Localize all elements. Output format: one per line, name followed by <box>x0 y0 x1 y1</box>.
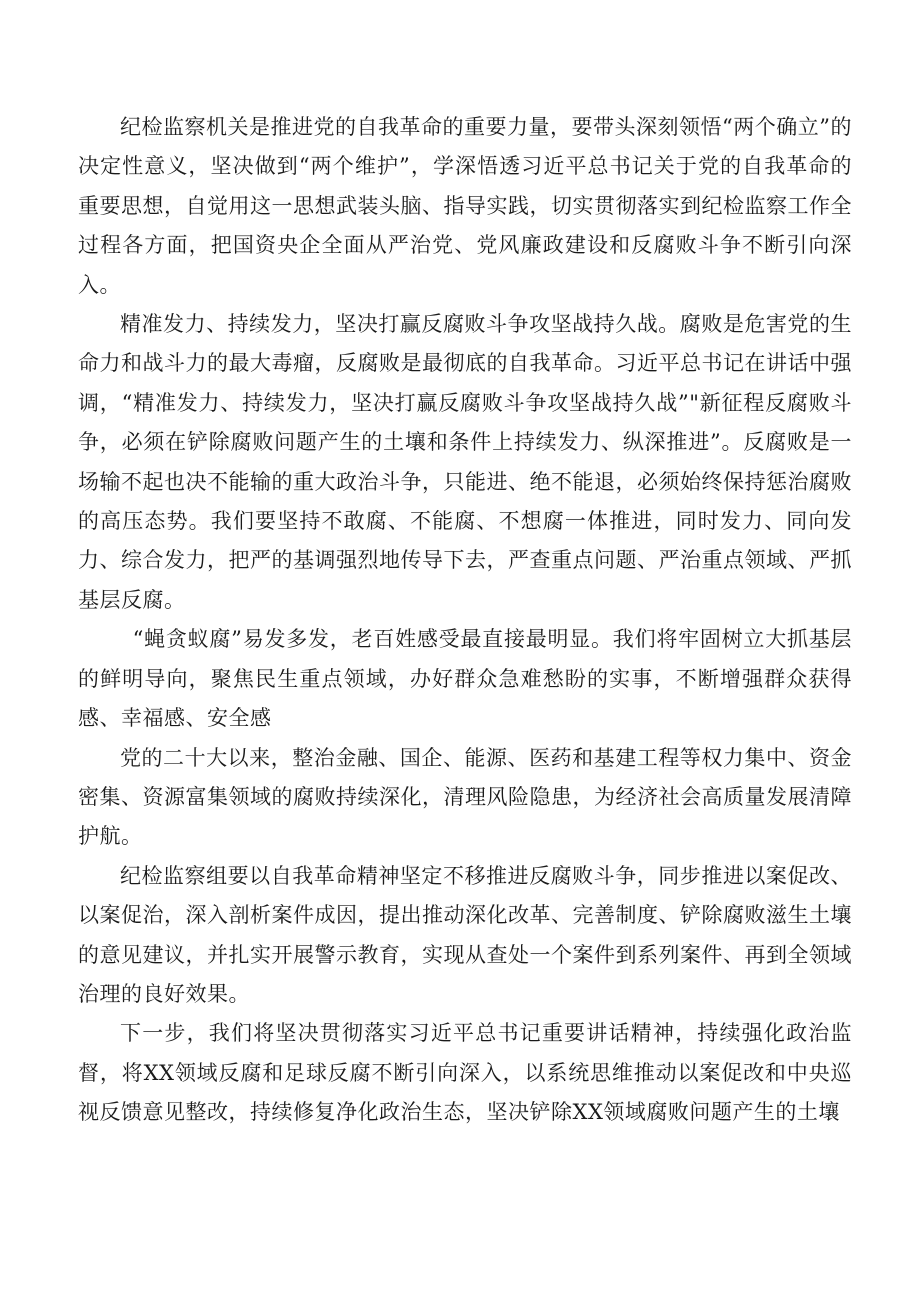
paragraph: 纪检监察组要以自我革命精神坚定不移推进反腐败斗争，同步推进以案促改、以案促治，深入剖析案件成因，提出推动深化改革、完善制度、铲除腐败滋生土壤的意见建议，并扎实开展警示教育，实现从查处一个案件到系列案件、再到全领域治理的良好效果。 <box>78 863 852 1006</box>
paragraph: 党的二十大以来，整治金融、国企、能源、医药和基建工程等权力集中、资金密集、资源富集领域的腐败持续深化，清理风险隐患，为经济社会高质量发展清障护航。 <box>78 745 852 849</box>
document-body <box>78 108 852 1133</box>
paragraph: “蝇贪蚁腐”易发多发，老百姓感受最直接最明显。我们将牢固树立大抓基层的鲜明导向，聚焦民生重点领域，办好群众急难愁盼的实事，不断增强群众获得感、幸福感、安全感 <box>78 627 852 731</box>
paragraph: 纪检监察机关是推进党的自我革命的重要力量，要带头深刻领悟“两个确立”的决定性意义，坚决做到“两个维护”，学深悟透习近平总书记关于党的自我革命的重要思想，自觉用这一思想武装头脑、指导实践，切实贯彻落实到纪检监察工作全过程各方面，把国资央企全面从严治党、党风廉政建设和反腐败斗争不断引向深入。 <box>78 115 852 297</box>
paragraph: 精准发力、持续发力，坚决打赢反腐败斗争攻坚战持久战。腐败是危害党的生命力和战斗力的最大毒瘤，反腐败是最彻底的自我革命。习近平总书记在讲话中强调，“精准发力、持续发力，坚决打赢反腐败斗争攻坚战持久战”"新征程反腐败斗争，必须在铲除腐败问题产生的土壤和条件上持续发力、纵深推进”。反腐败是一场输不起也决不能输的重大政治斗争，只能进、绝不能退，必须始终保持惩治腐败的高压态势。我们要坚持不敢腐、不能腐、不想腐一体推进，同时发力、同向发力、综合发力，把严的基调强烈地传导下去，严查重点问题、严治重点领域、严抓基层反腐。 <box>78 312 852 612</box>
paragraph: 下一步，我们将坚决贯彻落实习近平总书记重要讲话精神，持续强化政治监督，将XX领域反腐和足球反腐不断引向深入，以系统思维推动以案促改和中央巡视反馈意见整改，持续修复净化政治生态，坚决铲除XX领域腐败问题产生的土壤 <box>78 1021 852 1125</box>
